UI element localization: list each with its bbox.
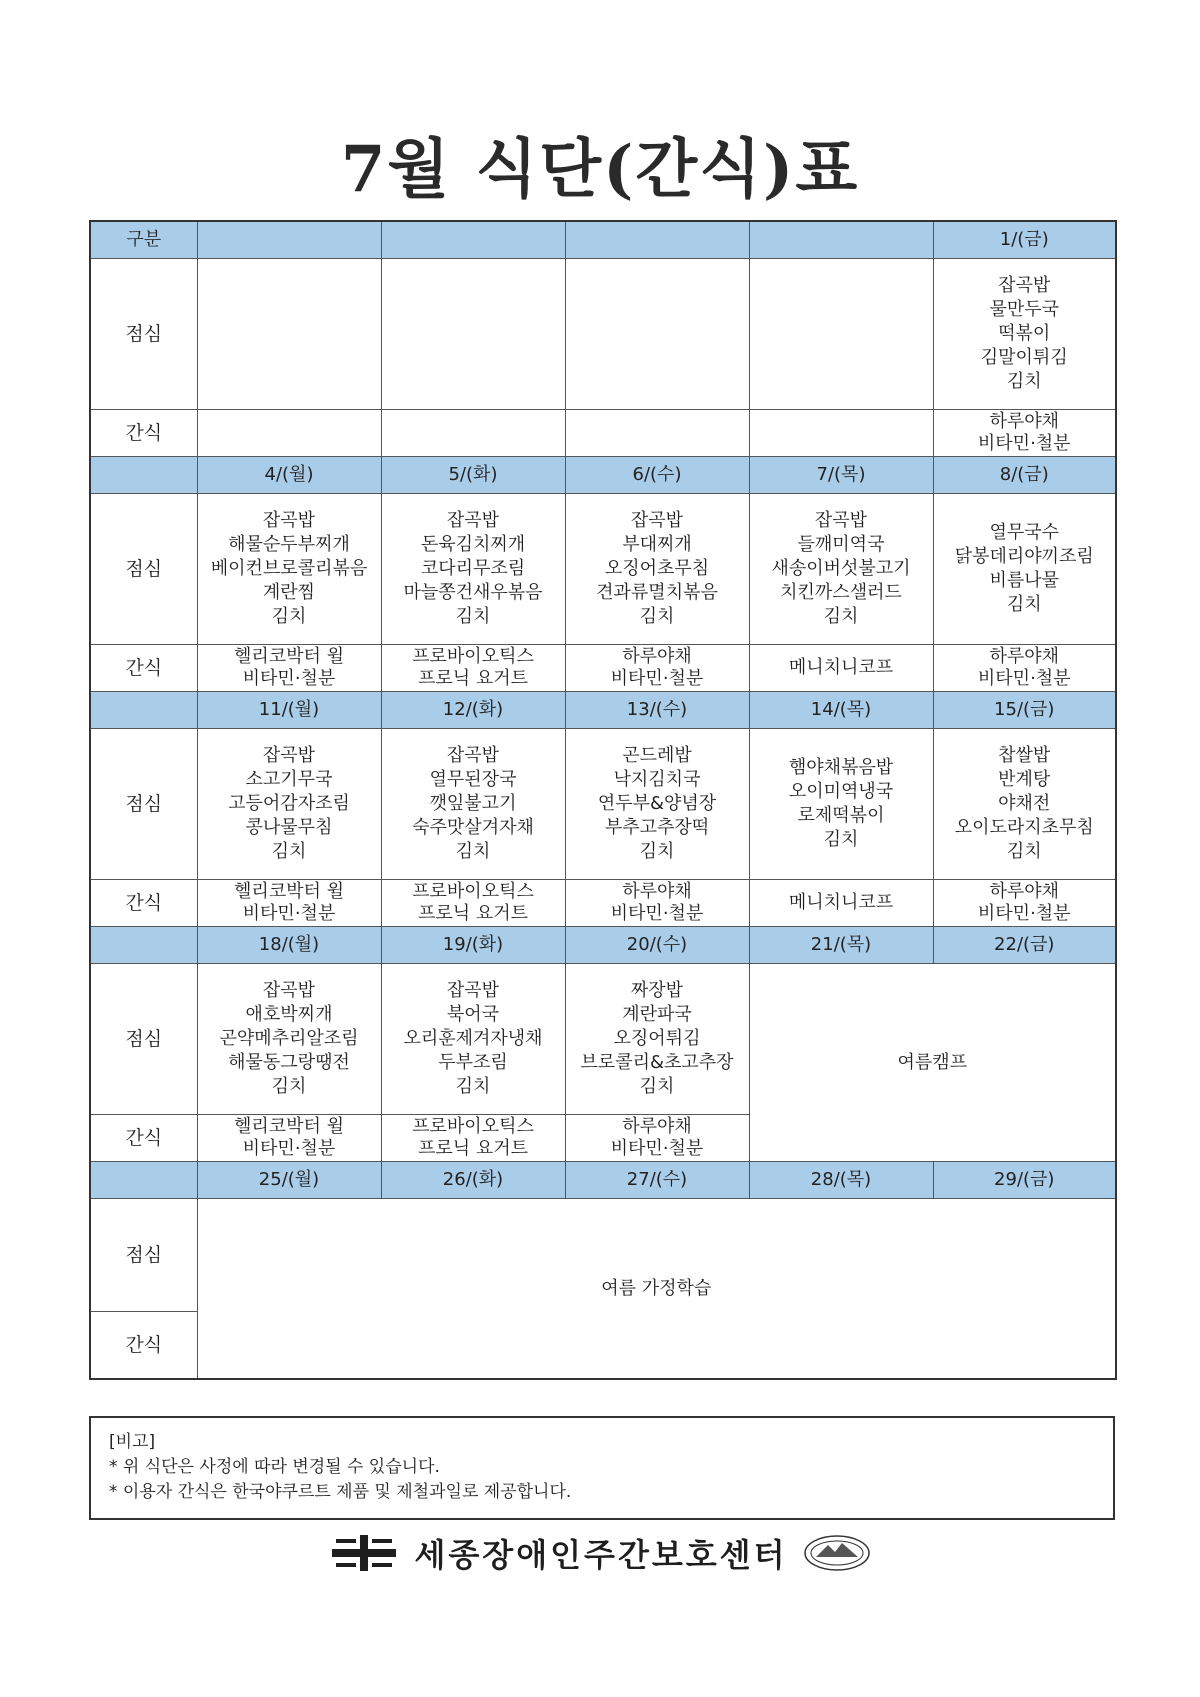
lunch-dish: 김치	[639, 1076, 675, 1097]
day-header: 22/(금)	[933, 927, 1116, 964]
snack-row	[90, 645, 1116, 692]
lunch-label: 점심	[90, 259, 197, 410]
snack-cell	[749, 645, 933, 692]
snack-item: 비타민·철분	[242, 1138, 336, 1159]
snack-item: 프로바이오틱스	[412, 646, 534, 667]
lunch-dish: 찹쌀밥	[998, 745, 1051, 766]
note-item: * 위 식단은 사정에 따라 변경될 수 있습니다.	[109, 1457, 440, 1477]
category-label	[90, 457, 197, 494]
lunch-dish: 떡볶이	[998, 323, 1051, 344]
lunch-dish: 김말이튀김	[980, 347, 1068, 368]
lunch-dish: 해물동그랑땡전	[228, 1052, 350, 1073]
snack-item: 비타민·철분	[610, 903, 704, 924]
lunch-dish: 깻잎불고기	[429, 793, 517, 814]
note-item: * 이용자 간식은 한국야쿠르트 제품 및 제철과일로 제공합니다.	[109, 1482, 572, 1502]
day-header: 12/(화)	[381, 692, 565, 729]
lunch-dish: 오징어튀김	[613, 1028, 701, 1049]
lunch-row	[90, 964, 1116, 1115]
lunch-dish: 김치	[271, 1076, 307, 1097]
snack-item: 메니치니코프	[788, 892, 894, 913]
lunch-dish: 오리훈제겨자냉채	[403, 1028, 543, 1049]
snack-row	[90, 410, 1116, 457]
lunch-label: 점심	[90, 964, 197, 1115]
lunch-cell	[197, 964, 381, 1115]
snack-cell	[381, 410, 565, 457]
organization-logo-icon	[328, 1533, 400, 1573]
snack-item: 프로닉 요거트	[417, 903, 529, 924]
lunch-cell	[933, 259, 1116, 410]
lunch-dish: 오이도라지초무침	[954, 817, 1094, 838]
lunch-dish: 돈육김치찌개	[420, 534, 526, 555]
lunch-dish: 애호박찌개	[245, 1004, 333, 1025]
category-label	[90, 1162, 197, 1199]
snack-item: 하루야채	[989, 646, 1060, 667]
page-title: 7월 식단(간식)표	[340, 132, 860, 207]
day-header: 28/(목)	[749, 1162, 933, 1199]
lunch-cell	[749, 729, 933, 880]
lunch-dish: 잡곡밥	[262, 510, 316, 531]
lunch-dish: 오징어초무침	[604, 558, 710, 579]
lunch-cell	[933, 494, 1116, 645]
lunch-dish: 잡곡밥	[446, 745, 500, 766]
lunch-dish: 고등어감자조림	[228, 793, 350, 814]
lunch-dish: 부대찌개	[622, 534, 692, 555]
snack-cell	[749, 410, 933, 457]
lunch-label: 점심	[90, 729, 197, 880]
lunch-dish: 김치	[823, 606, 859, 627]
lunch-dish: 소고기무국	[245, 769, 333, 790]
snack-label: 간식	[90, 645, 197, 692]
lunch-dish: 오이미역냉국	[788, 781, 894, 802]
snack-label: 간식	[90, 1312, 197, 1380]
lunch-dish: 코다리무조림	[420, 558, 526, 579]
lunch-cell	[381, 494, 565, 645]
week-header-row	[90, 927, 1116, 964]
day-header: 19/(화)	[381, 927, 565, 964]
lunch-dish: 반계탕	[998, 769, 1051, 790]
lunch-cell	[381, 964, 565, 1115]
lunch-dish: 브로콜리&초고추장	[580, 1052, 734, 1073]
day-header: 18/(월)	[197, 927, 381, 964]
lunch-cell	[565, 259, 749, 410]
lunch-dish: 두부조림	[438, 1052, 508, 1073]
lunch-dish: 연두부&양념장	[597, 793, 717, 814]
lunch-dish: 김치	[1006, 594, 1042, 615]
day-header	[749, 221, 933, 259]
snack-cell	[565, 410, 749, 457]
category-label: 구분	[90, 221, 197, 259]
day-header: 21/(목)	[749, 927, 933, 964]
notes-box	[89, 1416, 1115, 1520]
snack-item: 하루야채	[622, 646, 692, 667]
lunch-dish: 짜장밥	[630, 980, 684, 1001]
lunch-cell	[197, 494, 381, 645]
lunch-dish: 치킨까스샐러드	[780, 582, 902, 603]
lunch-dish: 계란찜	[262, 582, 316, 603]
lunch-dish: 김치	[455, 606, 491, 627]
lunch-dish: 마늘쫑건새우볶음	[403, 582, 543, 603]
lunch-cell	[933, 729, 1116, 880]
snack-item: 프로닉 요거트	[417, 668, 529, 689]
snack-cell	[933, 880, 1116, 927]
lunch-dish: 곤드레밥	[622, 745, 692, 766]
category-label	[90, 692, 197, 729]
lunch-cell	[749, 494, 933, 645]
merged-note-cell: 여름캠프	[749, 964, 1116, 1162]
lunch-dish: 김치	[1006, 371, 1042, 392]
week-header-row	[90, 221, 1116, 259]
lunch-dish: 닭봉데리야끼조림	[954, 546, 1094, 567]
snack-item: 비타민·철분	[977, 668, 1071, 689]
snack-item: 헬리코박터 윌	[233, 1116, 345, 1137]
lunch-cell	[197, 259, 381, 410]
lunch-dish: 햄야채볶음밥	[788, 757, 894, 778]
lunch-dish: 북어국	[446, 1004, 500, 1025]
day-header: 1/(금)	[933, 221, 1116, 259]
snack-cell	[197, 880, 381, 927]
snack-item: 하루야채	[989, 411, 1060, 432]
snack-cell	[565, 1115, 749, 1162]
snack-item: 프로닉 요거트	[417, 1138, 529, 1159]
snack-item: 메니치니코프	[788, 657, 894, 678]
lunch-row	[90, 494, 1116, 645]
merged-note-cell: 여름 가정학습	[197, 1199, 1116, 1380]
week-header-row	[90, 457, 1116, 494]
lunch-dish: 김치	[639, 841, 675, 862]
lunch-dish: 잡곡밥	[814, 510, 868, 531]
lunch-row	[90, 1199, 1116, 1312]
snack-cell	[197, 645, 381, 692]
lunch-dish: 콩나물무침	[245, 817, 333, 838]
lunch-dish: 잡곡밥	[262, 980, 316, 1001]
lunch-dish: 잡곡밥	[446, 510, 500, 531]
lunch-dish: 김치	[455, 841, 491, 862]
snack-cell	[565, 880, 749, 927]
lunch-dish: 김치	[823, 829, 859, 850]
snack-label: 간식	[90, 880, 197, 927]
lunch-row	[90, 259, 1116, 410]
day-header	[381, 221, 565, 259]
lunch-cell	[381, 259, 565, 410]
snack-label: 간식	[90, 1115, 197, 1162]
day-header: 11/(월)	[197, 692, 381, 729]
snack-cell	[749, 880, 933, 927]
snack-item: 비타민·철분	[610, 668, 704, 689]
lunch-cell	[381, 729, 565, 880]
snack-cell	[933, 645, 1116, 692]
snack-cell	[381, 645, 565, 692]
lunch-label: 점심	[90, 494, 197, 645]
lunch-dish: 새송이버섯불고기	[771, 558, 911, 579]
lunch-dish: 부추고추장떡	[604, 817, 710, 838]
snack-item: 프로바이오틱스	[412, 1116, 534, 1137]
lunch-dish: 견과류멸치볶음	[596, 582, 718, 603]
lunch-dish: 김치	[271, 606, 307, 627]
day-header: 8/(금)	[933, 457, 1116, 494]
lunch-label: 점심	[90, 1199, 197, 1312]
lunch-dish: 김치	[271, 841, 307, 862]
day-header	[197, 221, 381, 259]
snack-cell	[933, 410, 1116, 457]
snack-item: 비타민·철분	[977, 903, 1071, 924]
lunch-dish: 낙지김치국	[613, 769, 701, 790]
snack-item: 비타민·철분	[977, 433, 1071, 454]
day-header: 27/(수)	[565, 1162, 749, 1199]
week-header-row	[90, 1162, 1116, 1199]
day-header: 25/(월)	[197, 1162, 381, 1199]
snack-cell	[197, 1115, 381, 1162]
lunch-dish: 곤약메추리알조림	[219, 1028, 359, 1049]
snack-item: 하루야채	[989, 881, 1060, 902]
day-header: 15/(금)	[933, 692, 1116, 729]
lunch-dish: 잡곡밥	[446, 980, 500, 1001]
snack-item: 비타민·철분	[610, 1138, 704, 1159]
day-header: 4/(월)	[197, 457, 381, 494]
snack-item: 헬리코박터 윌	[233, 646, 345, 667]
lunch-row	[90, 729, 1116, 880]
lunch-dish: 들깨미역국	[797, 534, 885, 555]
lunch-dish: 열무국수	[989, 522, 1060, 543]
day-header: 20/(수)	[565, 927, 749, 964]
snack-cell	[565, 645, 749, 692]
lunch-dish: 잡곡밥	[998, 275, 1051, 296]
menu-table-body	[90, 221, 1116, 1379]
lunch-dish: 김치	[1006, 841, 1042, 862]
category-label	[90, 927, 197, 964]
lunch-cell	[197, 729, 381, 880]
lunch-dish: 로제떡볶이	[797, 805, 885, 826]
lunch-dish: 물만두국	[989, 299, 1060, 320]
organization-name: 세종장애인주간보호센터	[414, 1536, 788, 1574]
lunch-cell	[565, 494, 749, 645]
menu-table	[89, 220, 1117, 1380]
lunch-dish: 김치	[639, 606, 675, 627]
lunch-cell	[565, 729, 749, 880]
lunch-dish: 잡곡밥	[630, 510, 684, 531]
seal-icon	[802, 1533, 872, 1573]
lunch-dish: 숙주맛살겨자채	[412, 817, 534, 838]
snack-item: 하루야채	[622, 881, 692, 902]
lunch-dish: 비름나물	[989, 570, 1060, 591]
snack-item: 비타민·철분	[242, 903, 336, 924]
day-header: 6/(수)	[565, 457, 749, 494]
notes-heading: [비고]	[109, 1432, 156, 1452]
day-header: 26/(화)	[381, 1162, 565, 1199]
lunch-cell	[565, 964, 749, 1115]
day-header: 5/(화)	[381, 457, 565, 494]
day-header: 14/(목)	[749, 692, 933, 729]
lunch-dish: 김치	[455, 1076, 491, 1097]
snack-item: 프로바이오틱스	[412, 881, 534, 902]
day-header: 7/(목)	[749, 457, 933, 494]
lunch-dish: 야채전	[998, 793, 1051, 814]
day-header: 29/(금)	[933, 1162, 1116, 1199]
day-header: 13/(수)	[565, 692, 749, 729]
lunch-dish: 해물순두부찌개	[228, 534, 350, 555]
snack-cell	[197, 410, 381, 457]
lunch-dish: 열무된장국	[429, 769, 517, 790]
snack-cell	[381, 880, 565, 927]
footer	[0, 1528, 1200, 1578]
snack-cell	[381, 1115, 565, 1162]
snack-item: 헬리코박터 윌	[233, 881, 345, 902]
snack-row	[90, 880, 1116, 927]
lunch-cell	[749, 259, 933, 410]
lunch-dish: 계란파국	[622, 1004, 692, 1025]
snack-label: 간식	[90, 410, 197, 457]
snack-item: 비타민·철분	[242, 668, 336, 689]
lunch-dish: 잡곡밥	[262, 745, 316, 766]
lunch-dish: 베이컨브로콜리볶음	[210, 558, 368, 579]
snack-item: 하루야채	[622, 1116, 692, 1137]
week-header-row	[90, 692, 1116, 729]
day-header	[565, 221, 749, 259]
